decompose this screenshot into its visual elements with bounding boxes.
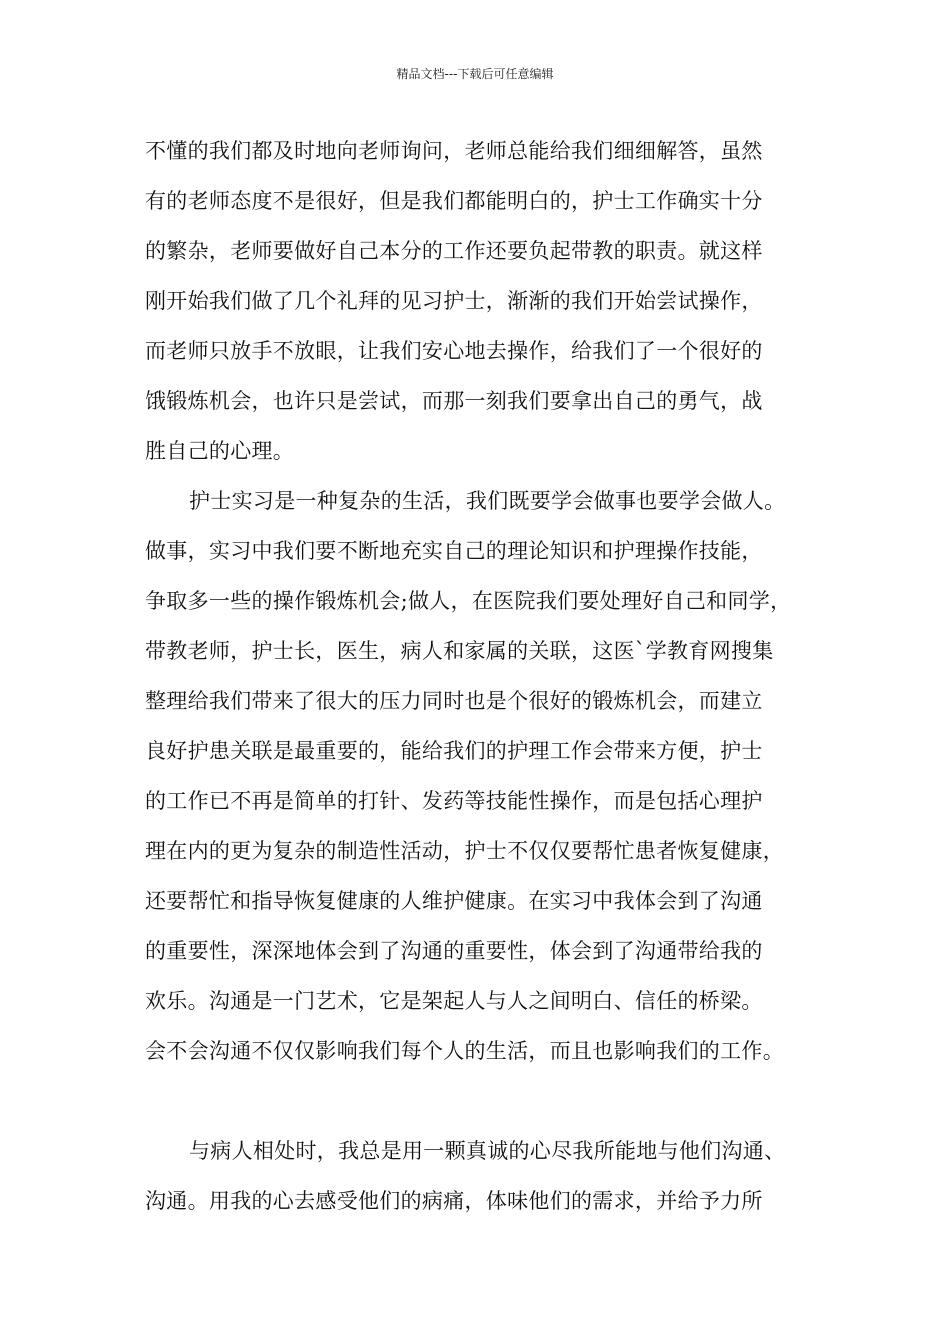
document-body (145, 134, 845, 1234)
text-line: 争取多一些的操作锻炼机会;做人，在医院我们要处理好自己和同学， (145, 589, 792, 613)
text-line: 会不会沟通不仅仅影响我们每个人的生活，而且也影响我们的工作。 (145, 1039, 784, 1063)
page-header: 精品文档---下载后可任意编辑 (396, 67, 554, 81)
paragraph-1 (145, 134, 845, 484)
text-line: 带教老师，护士长，医生，病人和家属的关联，这医`学教育网搜集 (145, 639, 774, 663)
paragraph-3 (145, 1134, 845, 1234)
text-line: 饿锻炼机会，也许只是尝试，而那一刻我们要拿出自己的勇气，战 (145, 389, 763, 413)
text-line: 的工作已不再是简单的打针、发药等技能性操作，而是包括心理护 (145, 789, 763, 813)
text-line: 护士实习是一种复杂的生活，我们既要学会做事也要学会做人。 (189, 489, 786, 513)
paragraph-spacer (145, 1084, 845, 1134)
text-line: 不懂的我们都及时地向老师询问，老师总能给我们细细解答，虽然 (145, 139, 763, 163)
text-line: 有的老师态度不是很好，但是我们都能明白的，护士工作确实十分 (145, 189, 763, 213)
text-line: 与病人相处时，我总是用一颗真诚的心尽我所能地与他们沟通、 (189, 1139, 786, 1163)
text-line: 整理给我们带来了很大的压力同时也是个很好的锻炼机会，而建立 (145, 689, 763, 713)
text-line: 而老师只放手不放眼，让我们安心地去操作，给我们了一个很好的 (145, 339, 763, 363)
text-line: 还要帮忙和指导恢复健康的人维护健康。在实习中我体会到了沟通 (145, 889, 763, 913)
text-line: 的繁杂，老师要做好自己本分的工作还要负起带教的职责。就这样 (145, 239, 763, 263)
text-line: 良好护患关联是最重要的，能给我们的护理工作会带来方便，护士 (145, 739, 763, 763)
text-line: 的重要性，深深地体会到了沟通的重要性，体会到了沟通带给我的 (145, 939, 763, 963)
text-line: 沟通。用我的心去感受他们的病痛，体味他们的需求，并给予力所 (145, 1189, 763, 1213)
text-line: 做事，实习中我们要不断地充实自己的理论知识和护理操作技能， (145, 539, 763, 563)
text-line: 胜自己的心理。 (145, 439, 295, 463)
paragraph-2 (145, 484, 845, 1084)
text-line: 理在内的更为复杂的制造性活动，护士不仅仅要帮忙患者恢复健康， (145, 839, 784, 863)
text-line: 欢乐。沟通是一门艺术，它是架起人与人之间明白、信任的桥梁。 (145, 989, 763, 1013)
text-line: 刚开始我们做了几个礼拜的见习护士，渐渐的我们开始尝试操作， (145, 289, 763, 313)
